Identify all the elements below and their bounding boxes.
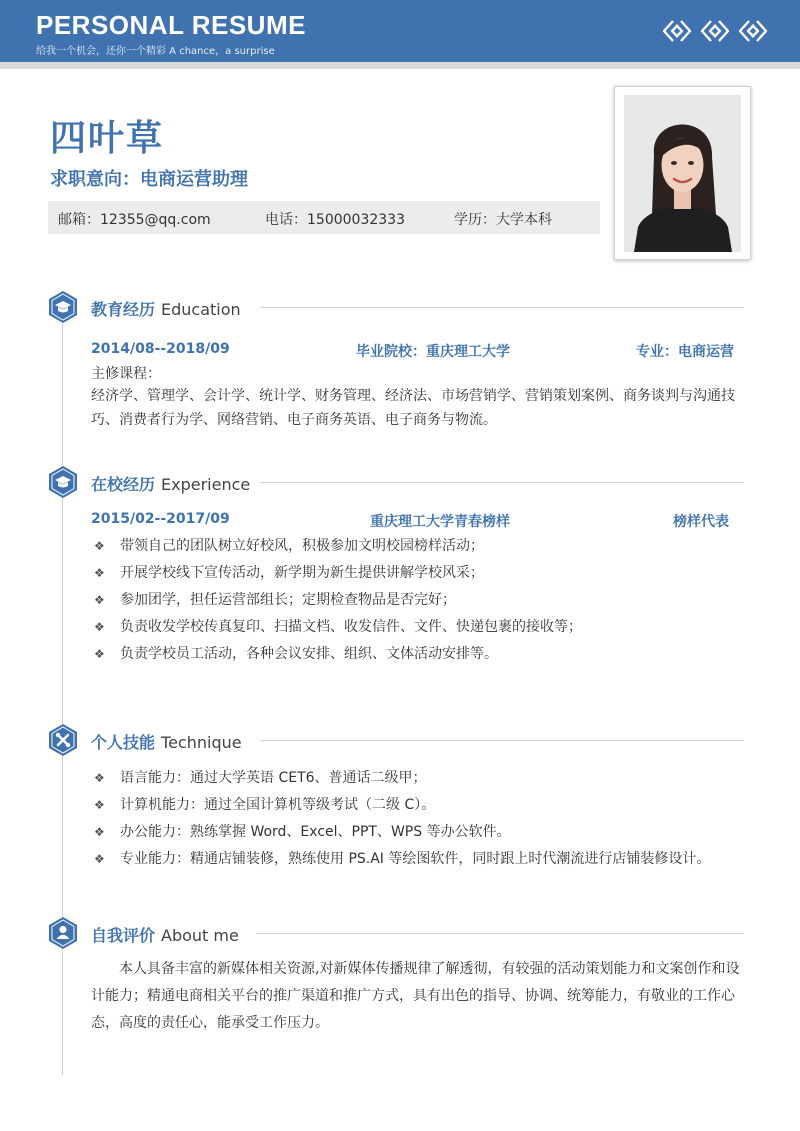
- skills-title-cn: 个人技能: [91, 733, 156, 752]
- list-item: ❖ 计算机能力：通过全国计算机等级考试（二级 C）。: [94, 792, 710, 819]
- education-major: 专业：电商运营: [636, 344, 734, 360]
- graduation-cap-icon: [49, 466, 77, 498]
- skills-section-title: [91, 730, 242, 753]
- profile-photo-frame: [614, 86, 751, 260]
- diamond-bullet-icon: ❖: [94, 593, 105, 607]
- graduation-cap-icon: [49, 291, 77, 323]
- about-title-cn: 自我评价: [91, 926, 156, 945]
- diamond-bullet-icon: ❖: [94, 852, 105, 866]
- experience-title-cn: 在校经历: [91, 475, 156, 494]
- diamond-bullet-icon: ❖: [94, 647, 105, 661]
- about-section-title: [91, 923, 239, 946]
- header-decoration: [662, 18, 768, 44]
- job-objective: 求职意向：电商运营助理: [50, 169, 248, 190]
- profile-photo: [624, 95, 741, 252]
- diamond-bullet-icon: ❖: [94, 539, 105, 553]
- skills-title-en: Technique: [161, 733, 242, 752]
- list-item: ❖ 负责学校员工活动，各种会议安排、组织、文体活动安排等。: [94, 641, 582, 668]
- experience-list: [94, 533, 582, 668]
- education-school: 毕业院校：重庆理工大学: [356, 344, 510, 360]
- candidate-name: 四叶草: [50, 118, 165, 159]
- experience-org: 重庆理工大学青春榜样: [370, 514, 510, 530]
- education-section-title: [91, 297, 241, 320]
- list-item: ❖ 专业能力：精通店铺装修，熟练使用 PS.AI 等绘图软件，同时跟上时代潮流进行店铺装修设计。: [94, 846, 710, 873]
- experience-section-title: [91, 472, 250, 495]
- experience-title-en: Experience: [161, 475, 251, 494]
- diamond-bullet-icon: ❖: [94, 798, 105, 812]
- about-divider: [256, 933, 744, 934]
- experience-period: 2015/02--2017/09: [91, 511, 230, 527]
- about-text: 本人具备丰富的新媒体相关资源,对新媒体传播规律了解透彻，有较强的活动策划能力和文案创作和设计能力；精通电商相关平台的推广渠道和推广方式，具有出色的指导、协调、统筹能力，有敬业的工作心态，高度的责任心，能承受工作压力。: [91, 961, 740, 1031]
- contact-bar: [48, 201, 600, 234]
- education-courses: 经济学、管理学、会计学、统计学、财务管理、经济法、市场营销学、营销策划案例、商务谈判与沟通技巧、消费者行为学、网络营销、电子商务英语、电子商务与物流。: [91, 388, 735, 428]
- list-item: ❖ 办公能力：熟练掌握 Word、Excel、PPT、WPS 等办公软件。: [94, 819, 710, 846]
- double-chevron-icon: [700, 18, 730, 44]
- list-item: ❖ 语言能力：通过大学英语 CET6、普通话二级甲；: [94, 765, 710, 792]
- header-subtitle: 给我一个机会，还你一个精彩 A chance，a surprise: [36, 46, 275, 57]
- diamond-bullet-icon: ❖: [94, 566, 105, 580]
- list-item: ❖ 参加团学，担任运营部组长；定期检查物品是否完好；: [94, 587, 582, 614]
- double-chevron-icon: [662, 18, 692, 44]
- education-title-en: Education: [161, 300, 241, 319]
- diamond-bullet-icon: ❖: [94, 620, 105, 634]
- contact-phone: 电话：15000032333: [265, 212, 405, 228]
- about-title-en: About me: [161, 926, 239, 945]
- list-item: ❖ 开展学校线下宣传活动，新学期为新生提供讲解学校风采；: [94, 560, 582, 587]
- diamond-bullet-icon: ❖: [94, 771, 105, 785]
- list-item: ❖ 带领自己的团队树立好校风，积极参加文明校园榜样活动；: [94, 533, 582, 560]
- skills-list: [94, 765, 710, 873]
- skills-divider: [260, 740, 744, 741]
- education-divider: [260, 307, 744, 308]
- timeline-line: [62, 300, 63, 1075]
- experience-role: 榜样代表: [673, 514, 729, 530]
- experience-divider: [260, 482, 744, 483]
- contact-education: 学历：大学本科: [454, 212, 552, 228]
- contact-email: 邮箱：12355@qq.com: [58, 212, 211, 228]
- header-strip: [0, 62, 800, 69]
- tools-icon: [49, 724, 77, 756]
- person-icon: [49, 917, 77, 949]
- education-courses-label: 主修课程：: [91, 366, 161, 382]
- list-item: ❖ 负责收发学校传真复印、扫描文档、收发信件、文件、快递包裹的接收等；: [94, 614, 582, 641]
- double-chevron-icon: [738, 18, 768, 44]
- diamond-bullet-icon: ❖: [94, 825, 105, 839]
- header-bar: [0, 0, 800, 62]
- portrait-illustration: [624, 95, 741, 252]
- header-title: PERSONAL RESUME: [36, 10, 306, 40]
- education-title-cn: 教育经历: [91, 300, 156, 319]
- education-period: 2014/08--2018/09: [91, 341, 230, 357]
